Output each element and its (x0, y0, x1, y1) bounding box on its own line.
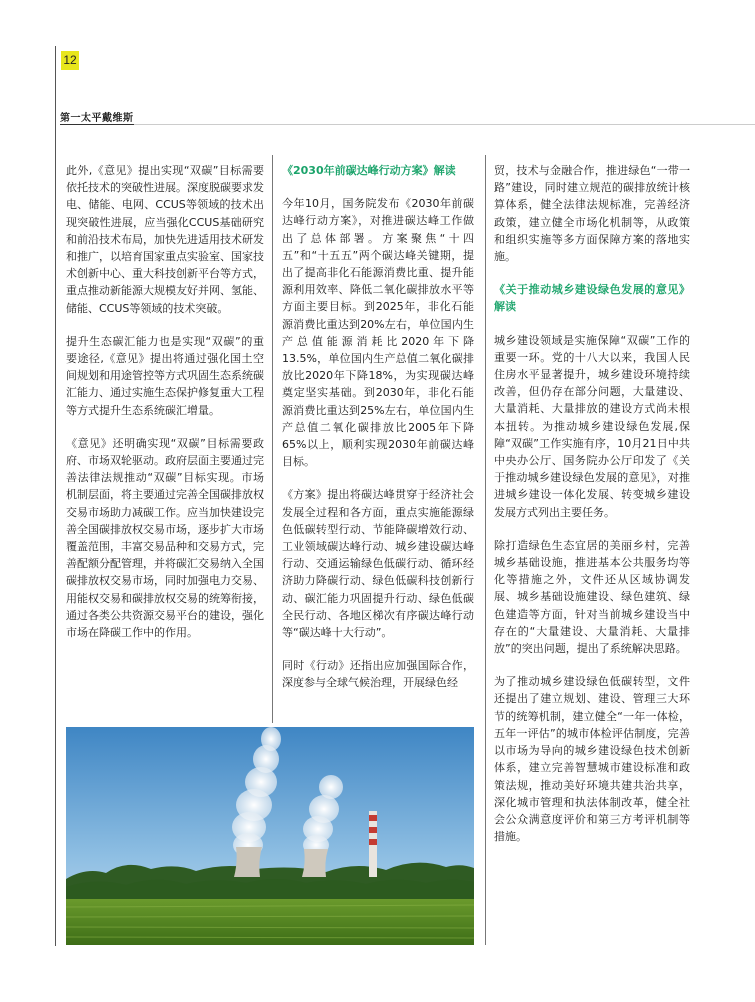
page-number: 12 (61, 51, 79, 70)
header-rule (60, 124, 134, 125)
left-margin-rule (55, 46, 56, 946)
paragraph: 《方案》提出将碳达峰贯穿于经济社会发展全过程和各方面，重点实施能源绿色低碳转型行动、节能降碳增效行动、工业领域碳达峰行动、城乡建设碳达峰行动、交通运输绿色低碳行动、循环经济助力降碳行动、绿色低碳科技创新行动、碳汇能力巩固提升行动、绿色低碳全民行动、各地区梯次有序碳达峰行动等“碳达峰十大行动”。 (282, 488, 474, 640)
publisher-label: 第一太平戴维斯 (60, 113, 134, 124)
column-2 (282, 162, 474, 708)
paragraph: 城乡建设领域是实施保障“双碳”工作的重要一环。党的十八大以来，我国人民住房水平显著提升，城乡建设环境持续改善，但仍存在部分问题，大量建设、大量消耗、大量排放的建设方式尚未根本扭转。为推动城乡建设绿色发展,保障“双碳”工作实施有序，10月21日中共中央办公厅、国务院办公厅印发了《关于推动城乡建设绿色发展的意见》，对推进城乡建设一体化发展、转变城乡建设发展方式列出主要任务。 (494, 333, 690, 519)
column-3 (494, 162, 690, 861)
paragraph: 贸，技术与金融合作，推进绿色“一带一路”建设，同时建立规范的碳排放统计核算体系，健全法律法规标准，完善经济政策，建立健全市场化机制等，从政策和组织实施等多方面保障方案的落地实施。 (494, 164, 690, 264)
paragraph: 《意见》还明确实现“双碳”目标需要政府、市场双轮驱动。政府层面主要通过完善法律法规推动“双碳”目标实现。市场机制层面，将主要通过完善全国碳排放权交易市场助力减碳工作。应当加快建设完善全国碳排放权交易市场，逐步扩大市场覆盖范围，丰富交易品种和交易方式，完善配额分配管理，并将碳汇交易纳入全国碳排放权交易市场，同时加强电力交易、用能权交易和碳排放权交易的统筹衔接，通过各类公共资源交易平台的建设，强化市场在降碳工作中的作用。 (66, 436, 264, 640)
column-divider (272, 155, 273, 723)
column-divider (485, 155, 486, 945)
paragraph: 为了推动城乡建设绿色低碳转型，文件还提出了建立规划、建设、管理三大环节的统筹机制，建立健全“一年一体检，五年一评估”的城市体检评估制度，完善以市场为导向的城乡建设绿色技术创新体系，建立完善智慧城市建设标准和政策法规，推动美好环境共建共治共享，深化城市管理和执法体制改革，健全社会公众满意度评价和第三方考评机制等措施。 (494, 675, 690, 844)
paragraph: 除打造绿色生态宜居的美丽乡村，完善城乡基础设施，推进基本公共服务均等化等措施之外，文件还从区域协调发展、城乡基础设施建设、绿色建筑、绿色建造等方面，针对当前城乡建设当中存在的“大量建设、大量消耗、大量排放”的突出问题，提出了系统解决思路。 (494, 538, 690, 656)
cooling-tower (234, 847, 262, 877)
paragraph: 同时《行动》还指出应加强国际合作，深度参与全球气候治理，开展绿色经 (282, 659, 474, 690)
section-title: 《2030年前碳达峰行动方案》解读 (282, 164, 456, 177)
paragraph: 提升生态碳汇能力也是实现“双碳”的重要途径,《意见》提出将通过强化国土空间规划和用途管控等方式巩固生态系统碳汇能力、通过实施生态保护修复重大工程等方式提升生态系统碳汇增量。 (66, 334, 264, 417)
paragraph: 此外,《意见》提出实现“双碳”目标需要依托技术的突破性进展。深度脱碳要求发电、储能、电网、CCUS等领域的技术出现突破性进展，应当强化CCUS基础研究和前沿技术布局，加快先进适用技术研发和推广，以培育国家重点实验室、国家技术创新中心、重大科技创新平台等方式，重点推动新能源大规模友好并网、氢能、储能、CCUS等领域的技术突破。 (66, 164, 264, 315)
paragraph: 今年10月，国务院发布《2030年前碳达峰行动方案》，对推进碳达峰工作做出了总体部署。方案聚焦“十四五”和“十五五”两个碳达峰关键期，提出了提高非化石能源消费比重、提升能源利用效率、降低二氧化碳排放水平等方面主要目标。到2025年，非化石能源消费比重达到20%左右，单位国内生产总值能源消耗比2020年下降13.5%，单位国内生产总值二氧化碳排放比2020年下降18%，为实现碳达峰奠定坚实基础。到2030年，非化石能源消费比重达到25%左右，单位国内生产总值二氧化碳排放比2005年下降65%以上，顺利实现2030年前碳达峰目标。 (282, 197, 474, 469)
section-title: 《关于推动城乡建设绿色发展的意见》解读 (494, 283, 690, 314)
column-1 (66, 162, 264, 657)
cooling-tower (302, 849, 328, 877)
header-rule-thin (134, 124, 755, 125)
power-plant-photo (66, 727, 474, 945)
